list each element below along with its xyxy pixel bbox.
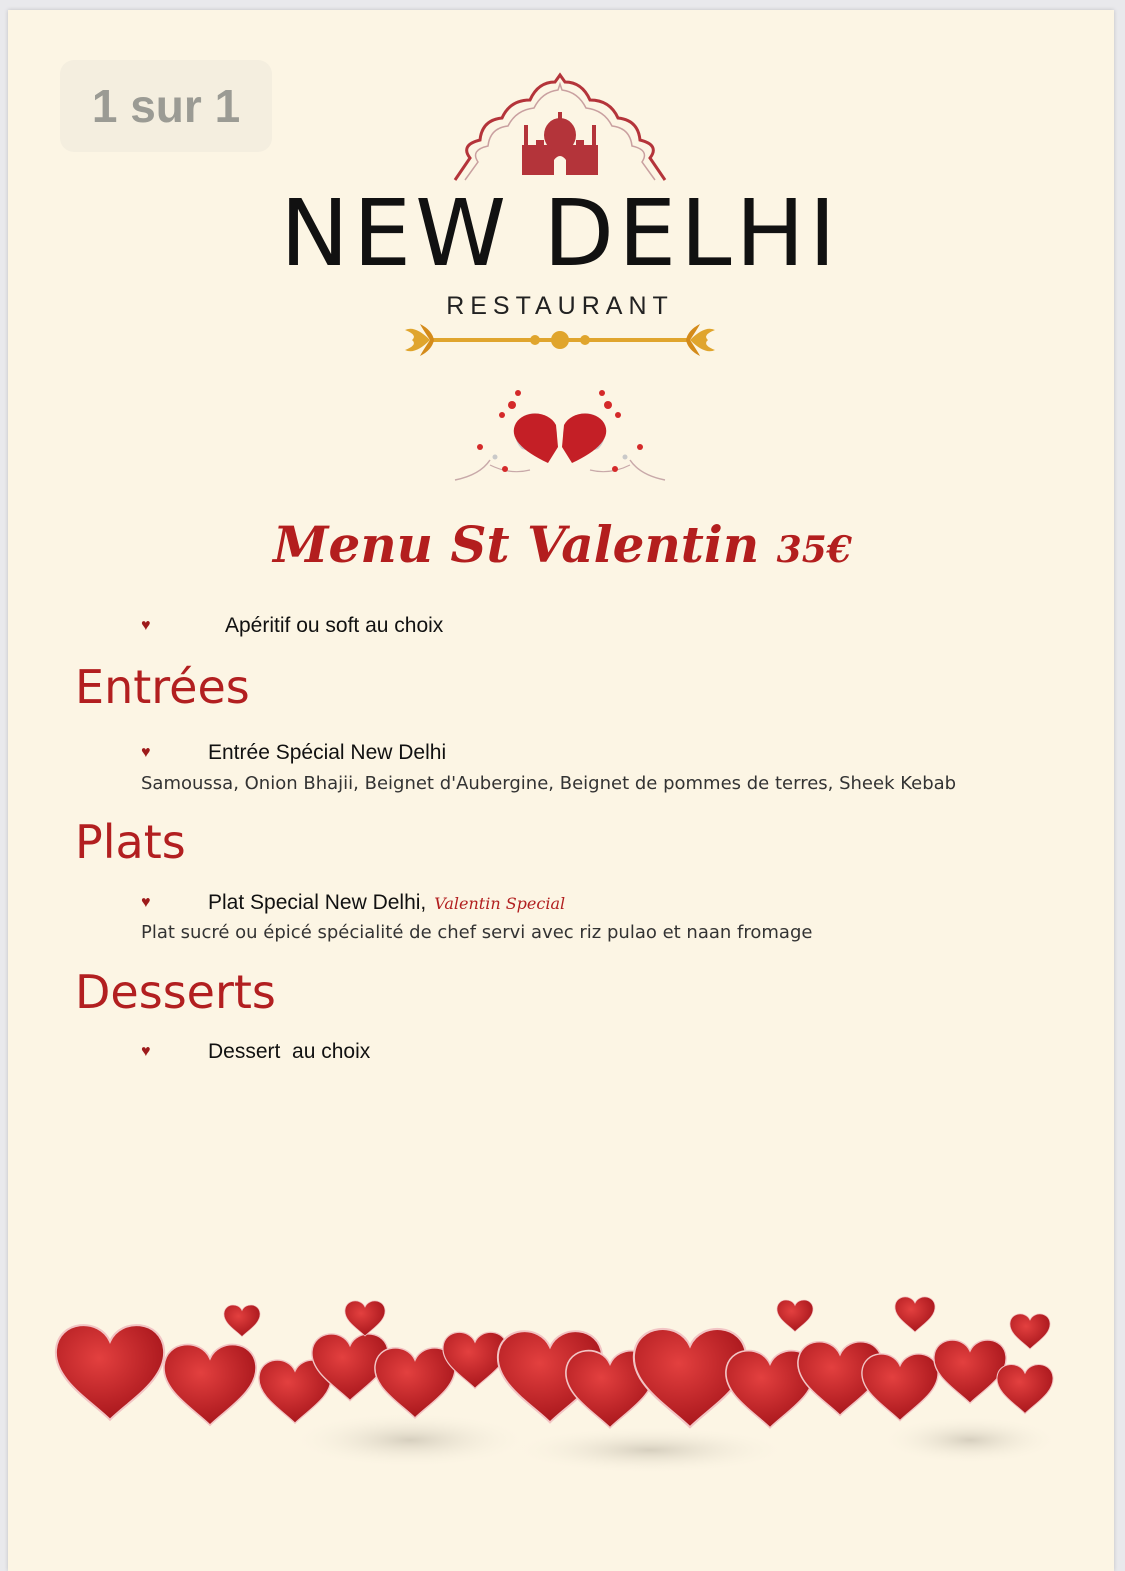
heart-bullet-icon: ♥ bbox=[141, 617, 151, 634]
restaurant-subtitle: RESTAURANT bbox=[446, 292, 674, 320]
list-item-entree bbox=[141, 741, 446, 765]
entree-title: Entrée Spécial New Delhi bbox=[208, 741, 447, 764]
twin-hearts-icon bbox=[450, 385, 670, 495]
taj-mahal-icon bbox=[450, 70, 670, 185]
menu-title bbox=[0, 515, 1125, 574]
section-heading-entrees: Entrées bbox=[75, 660, 250, 714]
list-item-plat bbox=[141, 891, 565, 915]
hearts-border-icon bbox=[50, 1290, 1060, 1480]
lotus-ornament-icon bbox=[400, 320, 720, 360]
heart-bullet-icon: ♥ bbox=[141, 744, 151, 761]
dessert-title: Dessert au choix bbox=[208, 1040, 371, 1063]
plat-title: Plat Special New Delhi, bbox=[208, 891, 427, 914]
menu-title-text: Menu St Valentin bbox=[273, 515, 760, 574]
heart-bullet-icon: ♥ bbox=[141, 1043, 151, 1060]
list-item-aperitif bbox=[141, 614, 443, 638]
valentin-special-tag: Valentin Special bbox=[434, 893, 566, 913]
restaurant-logo bbox=[270, 70, 850, 370]
heart-bullet-icon: ♥ bbox=[141, 894, 151, 911]
entree-description: Samoussa, Onion Bhajii, Beignet d'Aubergine, Beignet de pommes de terres, Sheek Kebab bbox=[141, 773, 957, 794]
section-heading-plats: Plats bbox=[75, 815, 186, 869]
page-indicator: 1 sur 1 bbox=[60, 60, 272, 152]
list-item-dessert bbox=[141, 1040, 370, 1064]
section-heading-desserts: Desserts bbox=[75, 965, 276, 1019]
menu-price: 35€ bbox=[776, 529, 852, 571]
restaurant-name: NEW DELHI bbox=[280, 180, 840, 287]
aperitif-text: Apéritif ou soft au choix bbox=[225, 614, 444, 637]
plat-description: Plat sucré ou épicé spécialité de chef servi avec riz pulao et naan fromage bbox=[141, 922, 813, 943]
